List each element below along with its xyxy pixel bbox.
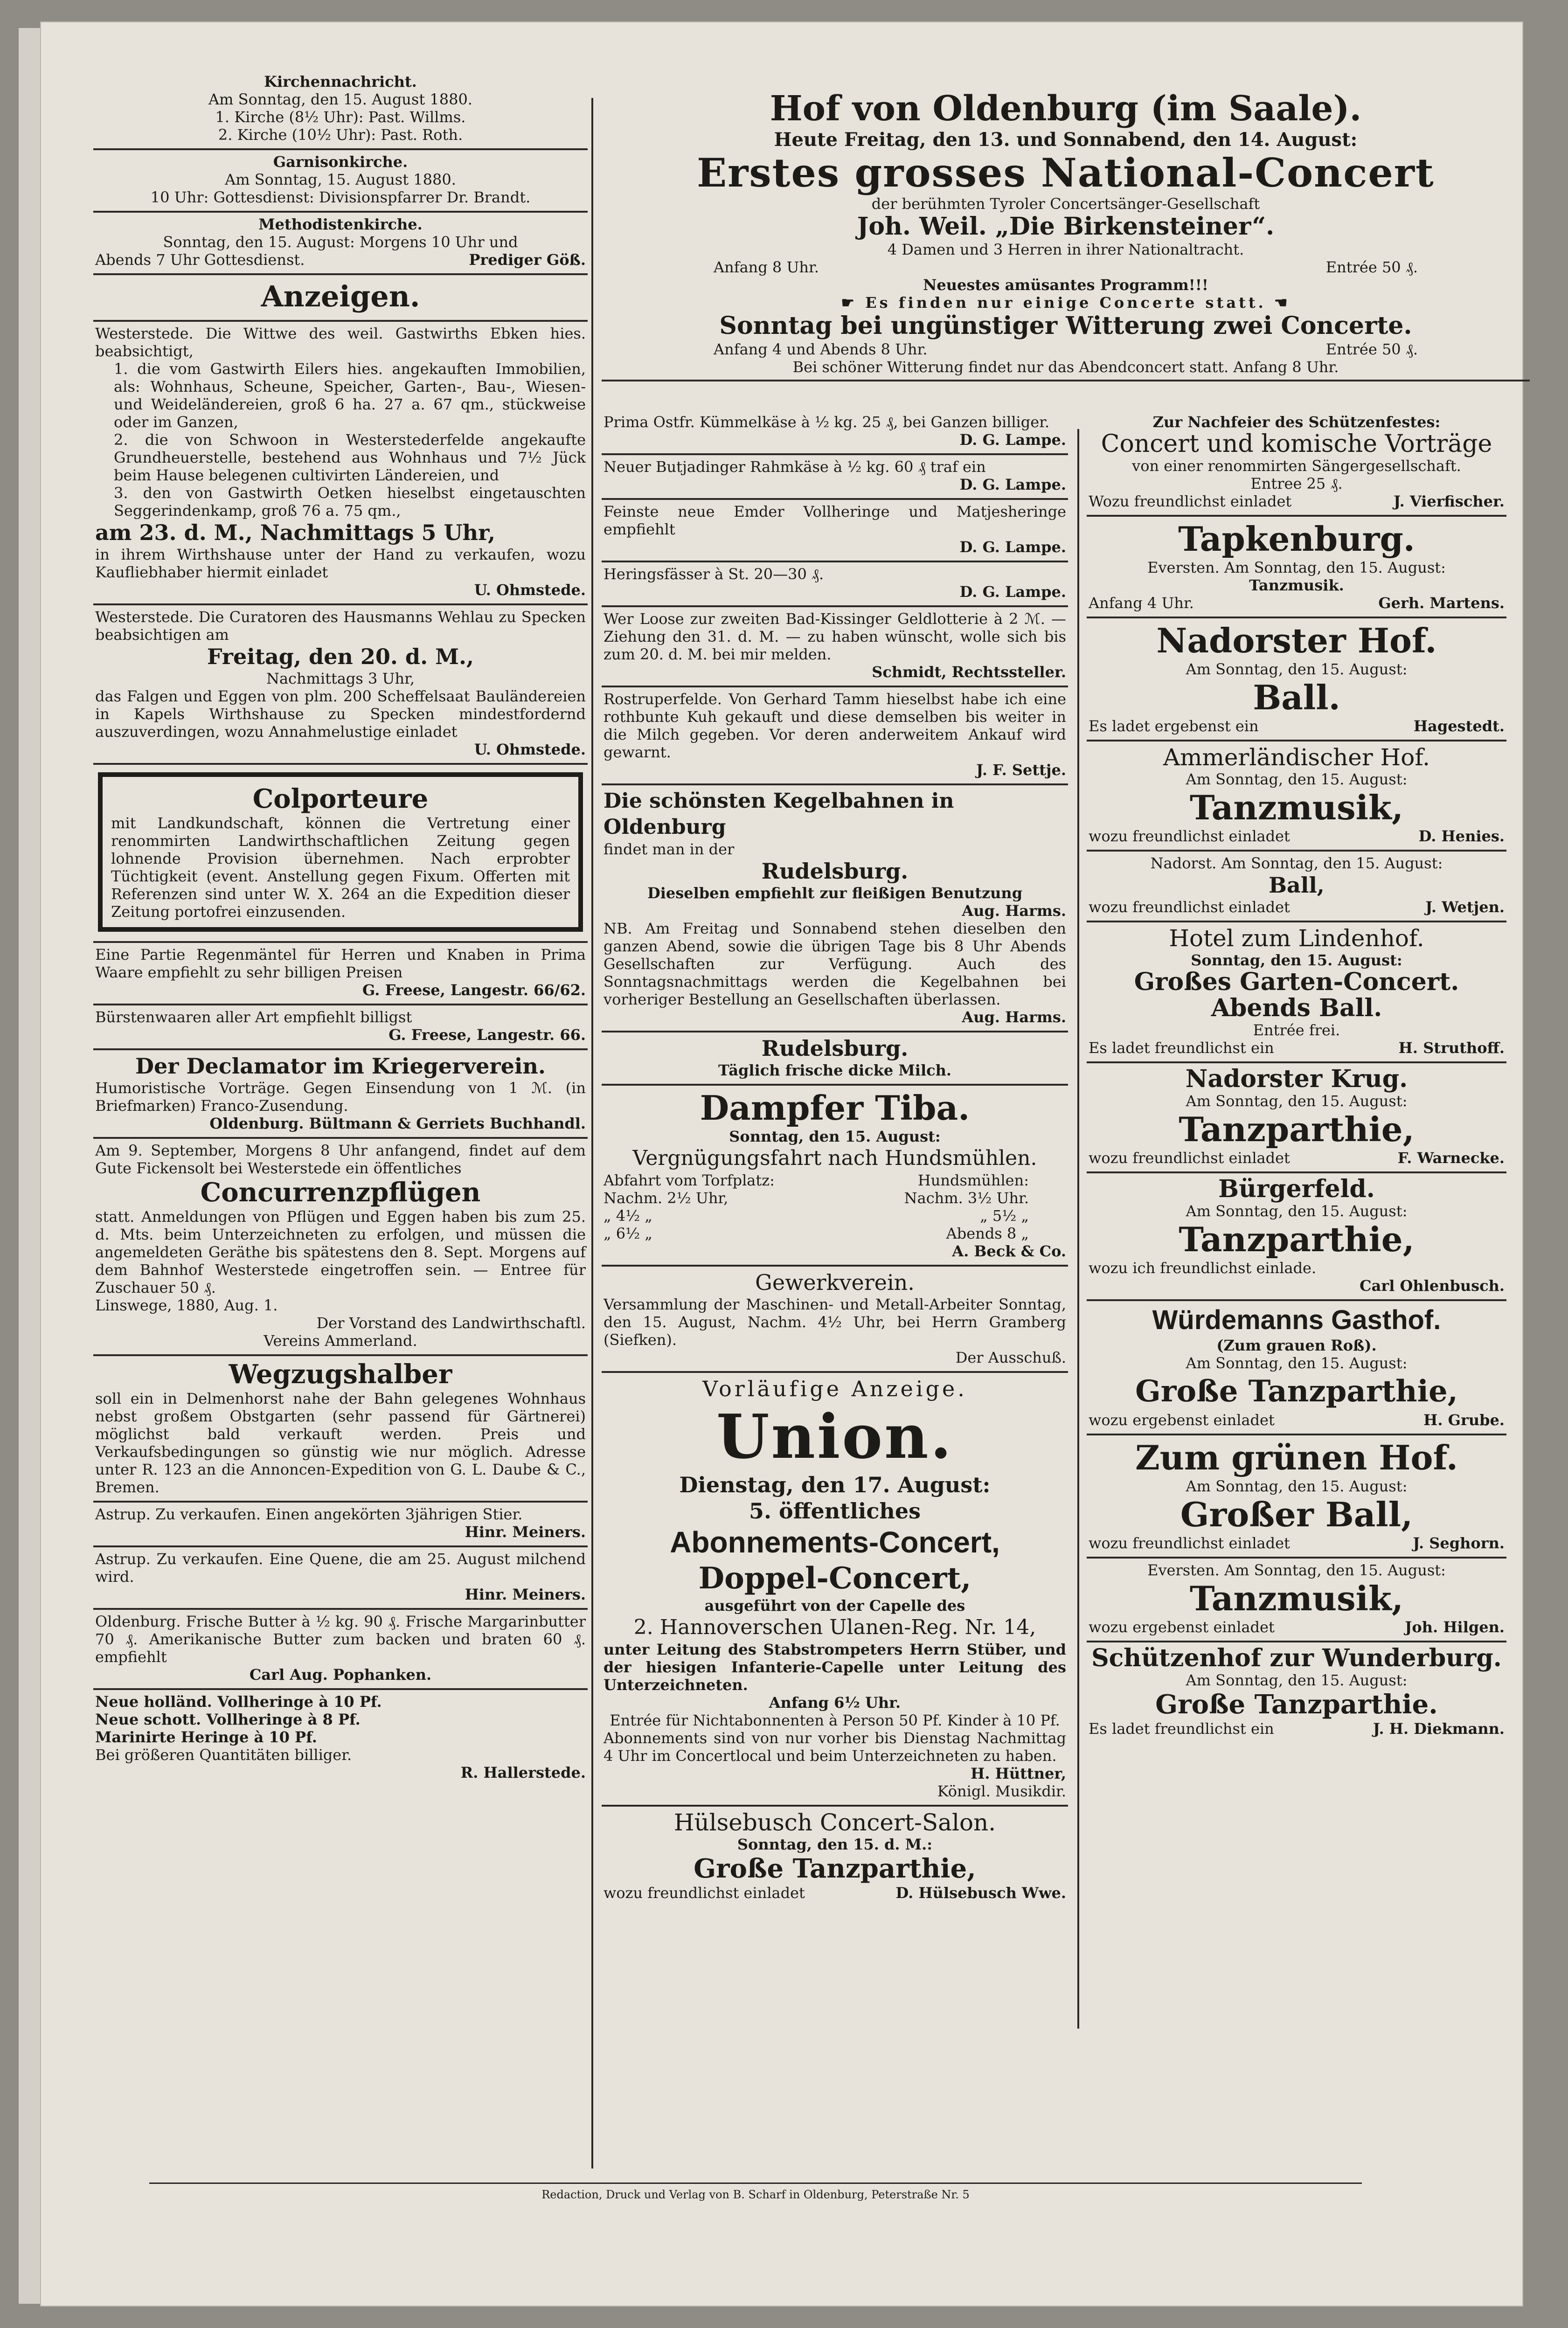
ad-signature: F. Warnecke. [1397, 1149, 1505, 1167]
ad-line: Abends 7 Uhr Gottesdienst. [95, 251, 305, 269]
ad-signature: D. G. Lampe. [959, 538, 1066, 556]
ad-text: Heringsfässer à St. 20—30 ₰. [604, 565, 824, 583]
ad-invitation: wozu freundlichst einladet [1089, 1149, 1290, 1167]
ad-signature: Der Ausschuß. [955, 1349, 1066, 1366]
ad-kegelbahnen [602, 785, 1068, 1032]
imprint-footer: Redaction, Druck und Verlag von B. Scharf in Oldenburg, Peterstraße Nr. 5 [149, 2182, 1362, 2202]
ad-title: Schützenhof zur Wunderburg. [1091, 1644, 1502, 1672]
ad-line: Neuestes amüsantes Programm!!! [923, 276, 1208, 294]
ad-signature: Vereins Ammerland. [264, 1332, 417, 1350]
ad-eversten-tanzmusik [1087, 1559, 1506, 1642]
ad-headline: Große Tanzparthie. [1155, 1689, 1438, 1720]
ad-item: 1. die vom Gastwirth Eilers hies. angekauften Immobilien, als: Wohnhaus, Scheune, Speicher, Garten-, Bau-, Wiesen- und Weideländereien, groß 6 ha. 27 a. 67 qm., stückweise oder im Ganzen, [114, 360, 586, 431]
ad-gewerkverein [602, 1267, 1068, 1373]
ad-concurrenzpfluegen [93, 1139, 588, 1356]
ad-headline: Tanzparthie, [1179, 1219, 1415, 1259]
ad-line: 1. Kirche (8½ Uhr): Past. Willms. [215, 108, 466, 126]
ad-colporteure [93, 765, 588, 943]
ad-headline: Tanzmusik, [1190, 788, 1403, 827]
ad-westerstede-curatoren [93, 605, 588, 765]
ad-signature: G. Freese, Langestr. 66/62. [362, 981, 586, 999]
ad-buergerfeld [1087, 1173, 1506, 1301]
ad-garnisonkirche [93, 150, 588, 213]
ad-text: Oldenburg. Frische Butter à ½ kg. 90 ₰. Frische Margarinbutter 70 ₰. Amerikanische Butter zum backen und braten 60 ₰. empfiehlt [95, 1613, 586, 1666]
ad-price: Entrée frei. [1253, 1021, 1340, 1039]
ad-invitation: wozu freundlichst einladet [1089, 898, 1290, 916]
ad-headline: Tanzmusik, [1190, 1579, 1403, 1618]
ad-headline: Große Tanzparthie, [1135, 1374, 1458, 1409]
ad-text: Versammlung der Maschinen- und Metall-Arbeiter Sonntag, den 15. August, Nachm. 4½ Uhr, bei Herrn Gramberg (Siefken). [604, 1296, 1066, 1349]
ad-price: Entree 25 ₰. [1250, 475, 1343, 492]
ad-gruener-hof [1087, 1435, 1506, 1559]
ad-text: soll ein in Delmenhorst nahe der Bahn gelegenes Wohnhaus nebst großem Obstgarten (sehr passend für Gärtnerei) möglichst bald verkauft werden. Preis und Verkaufsbedingungen so günstig wie nur möglich. Adresse unter R. 123 an die Annoncen-Expedition von G. L. Daube & C., Bremen. [95, 1390, 586, 1496]
ad-kuemmelkaese [602, 410, 1068, 455]
ad-text: Astrup. Zu verkaufen. Eine Quene, die am 25. August milchend wird. [95, 1550, 586, 1586]
divider [602, 380, 1530, 381]
ad-title: Gewerkverein. [755, 1270, 915, 1295]
ad-price: Entrée 50 ₰. [1325, 258, 1418, 276]
ad-headline: Abends Ball. [1211, 994, 1382, 1022]
ad-signature: Königl. Musikdir. [937, 1782, 1066, 1800]
ad-headline: Erstes grosses National-Concert [697, 150, 1435, 196]
ad-date: am 23. d. M., Nachmittags 5 Uhr, [95, 520, 496, 545]
section-anzeigen [93, 275, 588, 322]
ad-pretitle: Vorläufige Anzeige. [702, 1376, 967, 1401]
ad-signature: Schmidt, Rechtssteller. [872, 663, 1066, 681]
ad-headline: Großer Ball, [1180, 1495, 1413, 1534]
ad-signature: J. Seghorn. [1413, 1534, 1505, 1552]
ad-signature: D. Henies. [1418, 827, 1505, 845]
ad-text: Westerstede. Die Curatoren des Hausmanns Wehlau zu Specken beabsichtigen am [95, 608, 586, 644]
ad-signature: Carl Ohlenbusch. [1360, 1277, 1505, 1295]
ad-time: Anfang 6½ Uhr. [769, 1694, 901, 1711]
ad-title: Tapkenburg. [1178, 519, 1415, 559]
ad-text: Humoristische Vorträge. Gegen Einsendung von 1 ℳ. (in Briefmarken) Franco-Zusendung. [95, 1079, 586, 1115]
ad-date: Sonntag, den 15. August: [1191, 951, 1402, 969]
ad-headline: Tanzparthie, [1179, 1109, 1415, 1149]
ad-title: Nadorster Krug. [1185, 1065, 1408, 1093]
ad-line: Bei schöner Witterung findet nur das Abendconcert statt. Anfang 8 Uhr. [792, 358, 1339, 376]
ad-headline: Ball. [1253, 678, 1340, 717]
table-header: Abfahrt vom Torfplatz: [604, 1171, 775, 1189]
ad-signature: U. Ohmstede. [474, 581, 586, 599]
ad-tapkenburg [1087, 517, 1506, 618]
ad-astrup-stier [93, 1503, 588, 1547]
ad-date: Am Sonntag, den 15. August: [1186, 1354, 1408, 1372]
ad-signature: J. Wetjen. [1425, 898, 1505, 916]
ad-date: Am Sonntag, den 15. August: [1186, 1477, 1408, 1495]
ad-lindenhof [1087, 922, 1506, 1063]
ad-signature: H. Grube. [1423, 1411, 1505, 1429]
ad-signature: G. Freese, Langestr. 66. [389, 1026, 586, 1044]
ad-title: Nadorster Hof. [1156, 621, 1437, 660]
column-divider [1077, 429, 1079, 2029]
ad-title: Der Declamator im Kriegerverein. [135, 1053, 546, 1079]
ad-title: Bürgerfeld. [1218, 1175, 1375, 1203]
ad-signature: Hagestedt. [1413, 717, 1505, 735]
ad-title: Union. [716, 1401, 953, 1472]
ad-invitation: wozu ich freundlichst einlade. [1089, 1259, 1317, 1277]
ad-line: 2. Kirche (10½ Uhr): Past. Roth. [218, 126, 463, 144]
table-cell: Abends 8 „ [946, 1225, 1029, 1242]
ad-text: Bürstenwaaren aller Art empfiehlt billigst [95, 1008, 412, 1026]
ad-time: Anfang 8 Uhr. [714, 258, 819, 276]
ad-signature: Gerh. Martens. [1378, 594, 1505, 612]
ad-title: Kirchennachricht. [264, 73, 417, 90]
ad-schuetzenfest [1087, 410, 1506, 517]
ad-price: Entrée für Nichtabonnenten à Person 50 Pf. Kinder à 10 Pf. [610, 1711, 1060, 1729]
ad-line: 4 Damen und 3 Herren in ihrer Nationaltracht. [887, 241, 1244, 258]
ad-headline: Großes Garten-Concert. [1134, 968, 1459, 996]
ad-text: in ihrem Wirthshause unter der Hand zu verkaufen, wozu Kaufliebhaber hiermit einladet [95, 546, 586, 581]
ad-wunderburg [1087, 1642, 1506, 1742]
ad-text: NB. Am Freitag und Sonnabend stehen dieselben den ganzen Abend, sowie die übrigen Tage bis 8 Uhr Abends Gesellschaften zur Verfügung. Auch des Sonntagsnachmittags werden die Kegelbahnen bei vorheriger Bestellung an Gesellschaften überlassen. [604, 920, 1066, 1008]
ad-line: Bei größeren Quantitäten billiger. [95, 1746, 352, 1764]
ad-title: Würdemanns Gasthof. [1152, 1305, 1441, 1335]
ad-title: Wegzugshalber [229, 1359, 452, 1390]
ad-nadorster-krug [1087, 1063, 1506, 1173]
ad-date: Heute Freitag, den 13. und Sonnabend, den 14. August: [774, 129, 1358, 151]
ad-headline: Vergnügungsfahrt nach Hundsmühlen. [632, 1146, 1037, 1170]
ad-signature: H. Hüttner, [971, 1765, 1066, 1782]
ad-signature: Aug. Harms. [962, 1008, 1066, 1026]
ad-line: 10 Uhr: Gottesdienst: Divisionspfarrer Dr. Brandt. [150, 188, 531, 206]
ad-line: 5. öffentliches [749, 1498, 921, 1524]
ad-line: 2. Hannoverschen Ulanen-Reg. Nr. 14, [633, 1615, 1036, 1639]
ad-text: Am 9. September, Morgens 8 Uhr anfangend, findet auf dem Gute Fickensolt bei Westerstede ein öffentliches [95, 1142, 586, 1177]
ad-item: 3. den von Gastwirth Oetken hieselbst eingetauschten Seggerindenkamp, groß 76 a. 75 qm., [114, 484, 586, 520]
ad-title: Methodistenkirche. [258, 215, 423, 233]
ad-title: Zum grünen Hof. [1135, 1438, 1458, 1477]
section-heading: Anzeigen. [261, 279, 420, 313]
ad-title: Colporteure [252, 783, 429, 814]
ad-invitation: wozu freundlichst einladet [1089, 827, 1290, 845]
table-cell: Nachm. 2½ Uhr, [604, 1189, 728, 1207]
ad-union [602, 1373, 1068, 1807]
ad-signature: D. Hülsebusch Wwe. [895, 1884, 1066, 1902]
ad-text: mit Landkundschaft, können die Vertretung einer renommirten Landwirthschaftlichen Zeitung gegen lohnende Provision übernehmen. Nach erprobter Tüchtigkeit (event. Anstellung gegen Fixum. Offerten mit Referenzen sind unter W. X. 264 an die Expedition dieser Zeitung portofrei einzusenden. [111, 814, 570, 921]
ad-item: 2. die von Schwoon in Westerstederfelde angekaufte Grundheuerstelle, bestehend aus Wohnhaus und 7½ Jück beim Hause belegenen cultivirten Ländereien, und [114, 431, 586, 484]
ad-declamator [93, 1050, 588, 1139]
ad-signature: Prediger Göß. [469, 251, 586, 269]
ad-signature: Hinr. Meiners. [465, 1586, 586, 1603]
ad-signature: J. F. Settje. [976, 761, 1066, 779]
ad-text: Rostruperfelde. Von Gerhard Tamm hieselbst habe ich eine rothbunte Kuh gekauft und diese demselben bis weiter in die Milch gegeben. Vor deren anderweitem Ankauf wird gewarnt. [604, 690, 1066, 761]
ad-signature: R. Hallerstede. [460, 1764, 586, 1781]
ad-dampfer-tiba [602, 1086, 1068, 1267]
ad-signature: Joh. Hilgen. [1405, 1618, 1505, 1636]
ad-signature: D. G. Lampe. [959, 583, 1066, 601]
table-cell: „ 5½ „ [980, 1207, 1029, 1225]
ad-date: Nadorst. Am Sonntag, den 15. August: [1150, 854, 1443, 872]
ad-date: Am Sonntag, den 15. August: [1186, 770, 1408, 788]
ad-date: Dienstag, den 17. August: [679, 1472, 991, 1497]
ad-text: Eine Partie Regenmäntel für Herren und Knaben in Prima Waare empfiehlt zu sehr billigen Preisen [95, 946, 586, 981]
ad-signature: U. Ohmstede. [474, 741, 586, 758]
ad-text: Neuer Butjadinger Rahmkäse à ½ kg. 60 ₰ traf ein [604, 458, 986, 476]
ad-invitation: Wozu freundlichst einladet [1089, 492, 1292, 510]
ad-rahmkaese [602, 455, 1068, 500]
ad-signature: Aug. Harms. [962, 902, 1066, 920]
ad-regenmaentel [93, 943, 588, 1005]
ad-invitation: Es ladet freundlichst ein [1089, 1039, 1274, 1057]
ad-text: Feinste neue Emder Vollheringe und Matjesheringe empfiehlt [604, 503, 1066, 538]
ad-text: Astrup. Zu verkaufen. Einen angekörten 3jährigen Stier. [95, 1505, 523, 1523]
ad-invitation: wozu freundlichst einladet [1089, 1534, 1290, 1552]
ad-line: Dieselben empfiehlt zur fleißigen Benutzung [647, 884, 1023, 902]
ad-title: Hülsebusch Concert-Salon. [673, 1809, 996, 1836]
ad-heringe [93, 1690, 588, 1786]
ad-text: Prima Ostfr. Kümmelkäse à ½ kg. 25 ₰, bei Ganzen billiger. [604, 413, 1050, 431]
ad-signature: A. Beck & Co. [952, 1242, 1066, 1260]
ad-headline: Concert und komische Vorträge [1101, 430, 1492, 458]
ad-line: Neue schott. Vollheringe à 8 Pf. [95, 1711, 361, 1728]
ad-huelsebusch [602, 1807, 1068, 1906]
ad-title: Dampfer Tiba. [700, 1088, 970, 1128]
ad-butter [93, 1610, 588, 1690]
ad-performers: Joh. Weil. „Die Birkensteiner“. [857, 212, 1275, 241]
ad-signature: J. Vierfischer. [1393, 492, 1505, 510]
ad-heringsfaesser [602, 562, 1068, 607]
ad-line: ☛ Es finden nur einige Concerte statt. ☚ [841, 294, 1290, 312]
ad-buerstenwaaren [93, 1005, 588, 1050]
ad-text: statt. Anmeldungen von Pflügen und Eggen haben bis zum 25. d. Mts. beim Unterzeichneten zu erfolgen, und müssen die angemeldeten Geräthe bis spätestens den 8. Sept. Morgens auf dem Bahnhof Westerstede eingetroffen sein. — Entree für Zuschauer 50 ₰. [95, 1208, 586, 1296]
ad-date: Sonntag, den 15. d. M.: [737, 1836, 933, 1853]
ad-westerstede-immobilien [93, 322, 588, 605]
ad-headline: Große Tanzparthie, [694, 1853, 976, 1884]
ad-invitation: wozu ergebenst einladet [1089, 1618, 1275, 1636]
ad-astrup-quene [93, 1547, 588, 1610]
table-cell: Nachm. 3½ Uhr. [904, 1189, 1029, 1207]
ad-subtitle: der berühmten Tyroler Concertsänger-Gesellschaft [871, 195, 1260, 213]
ad-date: Eversten. Am Sonntag, den 15. August: [1147, 1561, 1446, 1579]
ad-loose [602, 607, 1068, 687]
ad-date: Freitag, den 20. d. M., [207, 644, 474, 669]
ad-date: Am Sonntag, 15. August 1880. [225, 171, 456, 188]
column-divider [591, 98, 593, 2169]
ad-signature: Carl Aug. Pophanken. [249, 1666, 432, 1684]
ad-signature: Hinr. Meiners. [465, 1523, 586, 1541]
ad-signature: J. H. Diekmann. [1373, 1720, 1505, 1738]
ad-signature: D. G. Lampe. [959, 431, 1066, 449]
ad-date: Am Sonntag, den 15. August: [1186, 660, 1408, 678]
ad-date: Am Sonntag, den 15. August: [1186, 1092, 1408, 1110]
ad-title: Zur Nachfeier des Schützenfestes: [1152, 413, 1441, 431]
ad-invitation: Es ladet ergebenst ein [1089, 717, 1259, 735]
ad-wuerdemanns-gasthof [1087, 1301, 1506, 1435]
ad-rudelsburg-milch [602, 1032, 1068, 1086]
ad-invitation: Es ladet freundlichst ein [1089, 1720, 1274, 1738]
ad-headline: Doppel-Concert, [698, 1561, 971, 1596]
ad-date: Eversten. Am Sonntag, den 15. August: [1147, 559, 1446, 576]
ad-signature: Oldenburg. Bültmann & Gerriets Buchhandl. [209, 1115, 586, 1132]
ad-ammerlaendischer-hof [1087, 741, 1506, 852]
ad-text: Westerstede. Die Wittwe des weil. Gastwirths Ebken hies. beabsichtigt, [95, 325, 586, 360]
ad-wegzugshalber [93, 1356, 588, 1503]
ad-frame [98, 772, 583, 932]
ad-kirchennachricht [93, 70, 588, 150]
ad-title: Ammerländischer Hof. [1163, 744, 1430, 771]
ad-emder-heringe [602, 500, 1068, 562]
ad-nadorst-ball [1087, 852, 1506, 922]
ad-rostruperfelde [602, 687, 1068, 785]
ad-line: von einer renommirten Sängergesellschaft. [1132, 457, 1461, 475]
ad-date: Am Sonntag, den 15. August: [1186, 1671, 1408, 1689]
ad-text: Abonnements sind von nur vorher bis Dienstag Nachmittag 4 Uhr im Concertlocal und beim Unterzeichneten zu haben. [604, 1729, 1066, 1765]
table-cell: „ 4½ „ [604, 1207, 652, 1225]
ad-title: Die schönsten Kegelbahnen in Oldenburg [604, 789, 954, 839]
ad-date: Am Sonntag, den 15. August 1880. [208, 90, 472, 108]
ad-hof-von-oldenburg [602, 89, 1530, 381]
ad-headline: Sonntag bei ungünstiger Witterung zwei Concerte. [719, 312, 1412, 340]
ad-line: Tanzmusik. [1249, 576, 1344, 594]
ad-text: das Falgen und Eggen von plm. 200 Scheffelsaat Bauländereien in Kapels Wirthshause zu Specken mindestfordernd auszuverdingen, wozu Annahmelustige einladet [95, 687, 586, 741]
ad-title: Hotel zum Lindenhof. [1169, 925, 1424, 952]
ad-date: Sonntag, den 15. August: [729, 1128, 941, 1145]
ad-line: Neue holländ. Vollheringe à 10 Pf. [95, 1693, 382, 1711]
ad-headline: Abonnements-Concert, [670, 1525, 1000, 1559]
ad-line: Marinirte Heringe à 10 Pf. [95, 1728, 317, 1746]
column-middle [602, 410, 1068, 1906]
ad-signature: D. G. Lampe. [959, 476, 1066, 493]
ad-signature: Der Vorstand des Landwirthschaftl. [316, 1314, 586, 1332]
column-left [93, 70, 588, 1786]
ad-subtitle: (Zum grauen Roß). [1216, 1337, 1377, 1354]
ad-invitation: wozu freundlichst einladet [604, 1884, 805, 1902]
ad-line: ausgeführt von der Capelle des [704, 1597, 965, 1614]
ad-title: Rudelsburg. [761, 1036, 909, 1061]
table-cell: „ 6½ „ [604, 1225, 652, 1242]
ad-place: Linswege, 1880, Aug. 1. [95, 1296, 278, 1314]
column-right [1087, 410, 1506, 1742]
ad-title: Garnisonkirche. [273, 153, 408, 171]
ad-text: unter Leitung des Stabstrompeters Herrn Stüber, und der hiesigen Infanterie-Capelle unter Leitung des Unterzeichneten. [604, 1641, 1066, 1694]
ad-invitation: wozu ergebenst einladet [1089, 1411, 1275, 1429]
ad-line: Sonntag, den 15. August: Morgens 10 Uhr und [163, 233, 518, 251]
ad-text: Täglich frische dicke Milch. [718, 1061, 951, 1079]
ad-venue: Rudelsburg. [761, 859, 909, 884]
table-header: Hundsmühlen: [917, 1171, 1029, 1189]
ad-time: Anfang 4 Uhr. [1089, 594, 1194, 612]
ad-price: Entrée 50 ₰. [1325, 340, 1418, 358]
ad-line: findet man in der [604, 840, 735, 858]
ad-time: Anfang 4 und Abends 8 Uhr. [714, 340, 928, 358]
ad-nadorster-hof [1087, 618, 1506, 741]
ad-text: Wer Loose zur zweiten Bad-Kissinger Geldlotterie à 2 ℳ. — Ziehung den 31. d. M. — zu haben wünscht, wolle sich bis zum 20. d. M. bei mir melden. [604, 610, 1066, 663]
ad-date: Am Sonntag, den 15. August: [1186, 1202, 1408, 1220]
ad-signature: H. Struthoff. [1398, 1039, 1505, 1057]
ad-title: Concurrenzpflügen [200, 1177, 481, 1208]
ad-methodistenkirche [93, 213, 588, 275]
ad-title: Hof von Oldenburg (im Saale). [770, 89, 1362, 129]
ad-headline: Ball, [1269, 873, 1325, 898]
ad-time: Nachmittags 3 Uhr, [266, 670, 415, 687]
